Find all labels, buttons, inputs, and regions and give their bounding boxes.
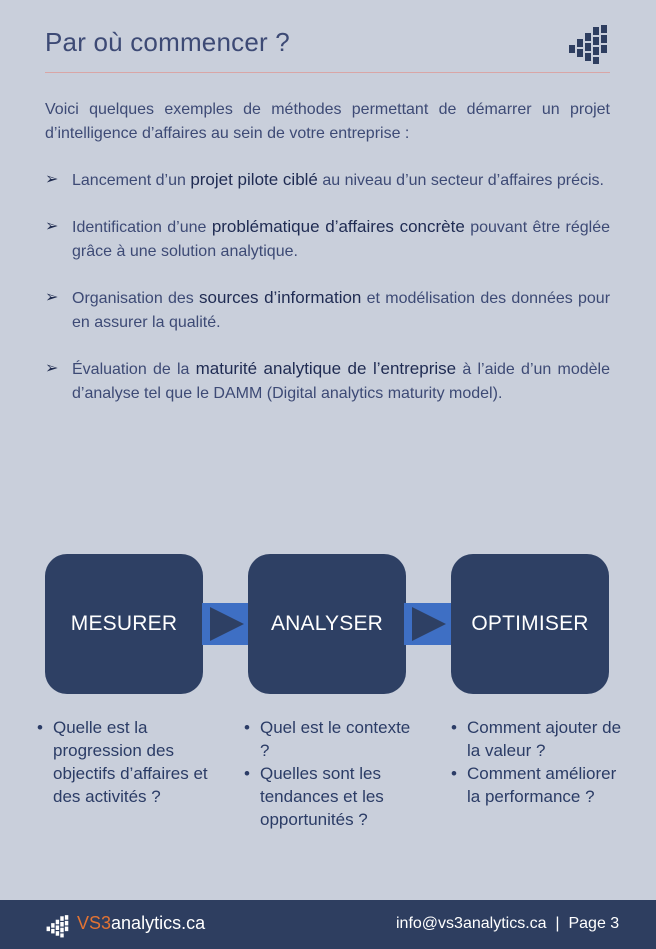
bullet-text-pre: Organisation des bbox=[72, 290, 200, 307]
arrow-bullet-icon: ➢ bbox=[45, 218, 59, 235]
arrow-bullet-icon: ➢ bbox=[45, 171, 59, 188]
connector-arrow-icon bbox=[404, 603, 452, 645]
arrow-bullet-icon: ➢ bbox=[45, 289, 59, 306]
title-divider bbox=[45, 72, 610, 73]
questions-analyser bbox=[244, 716, 424, 831]
list-item bbox=[45, 168, 610, 193]
vs3-logo-icon bbox=[44, 914, 72, 938]
question-item: • Comment améliorer la performance ? bbox=[451, 762, 631, 808]
step-analyser: ANALYSER bbox=[248, 554, 406, 694]
question-item: • Quel est le contexte ? bbox=[244, 716, 424, 762]
list-item bbox=[45, 286, 610, 335]
footer-contact: info@vs3analytics.ca | Page 3 bbox=[396, 915, 620, 932]
bullet-text-bold: sources d’information bbox=[199, 288, 362, 307]
list-item bbox=[45, 215, 610, 264]
bullet-text-bold: problématique d’affaires concrète bbox=[211, 217, 465, 236]
step-mesurer: MESURER bbox=[45, 554, 203, 694]
question-item: • Quelle est la progression des objectifs d’affaires et des activités ? bbox=[37, 716, 217, 808]
bullet-text-pre: Lancement d’un bbox=[72, 172, 191, 189]
arrow-bullet-icon: ➢ bbox=[45, 360, 59, 377]
questions-mesurer bbox=[37, 716, 217, 808]
brand-rest: analytics.ca bbox=[111, 913, 206, 933]
page-title: Par où commencer ? bbox=[45, 27, 290, 57]
vs3-logo-icon bbox=[567, 23, 611, 65]
questions-optimiser bbox=[451, 716, 631, 808]
bullet-text-post: et modélisation des données pour en assurer la qualité. bbox=[72, 290, 611, 331]
bullet-text-bold: projet pilote ciblé bbox=[190, 170, 318, 189]
bullet-text-post: pouvant être réglée grâce à une solution analytique. bbox=[72, 219, 611, 260]
bullet-text-post: au niveau d’un secteur d’affaires précis. bbox=[317, 172, 604, 189]
step-optimiser: OPTIMISER bbox=[451, 554, 609, 694]
connector-arrow-icon bbox=[202, 603, 250, 645]
method-list bbox=[45, 168, 610, 428]
footer bbox=[0, 900, 656, 949]
question-item: • Quelles sont les tendances et les opportunités ? bbox=[244, 762, 424, 831]
question-item: • Comment ajouter de la valeur ? bbox=[451, 716, 631, 762]
bullet-text-pre: Identification d’une bbox=[72, 219, 212, 236]
bullet-text-bold: maturité analytique de l’entreprise bbox=[195, 359, 457, 378]
bullet-text-post: à l’aide d’un modèle d’analyse tel que le DAMM (Digital analytics maturity model). bbox=[72, 361, 610, 402]
intro-paragraph: Voici quelques exemples de méthodes permettant de démarrer un projet d’intelligence d’affaires au sein de votre entreprise : bbox=[45, 101, 610, 142]
list-item bbox=[45, 357, 610, 406]
bullet-text-pre: Évaluation de la bbox=[72, 361, 196, 378]
brand-highlight: VS3 bbox=[77, 913, 112, 933]
brand-link[interactable] bbox=[77, 913, 205, 934]
